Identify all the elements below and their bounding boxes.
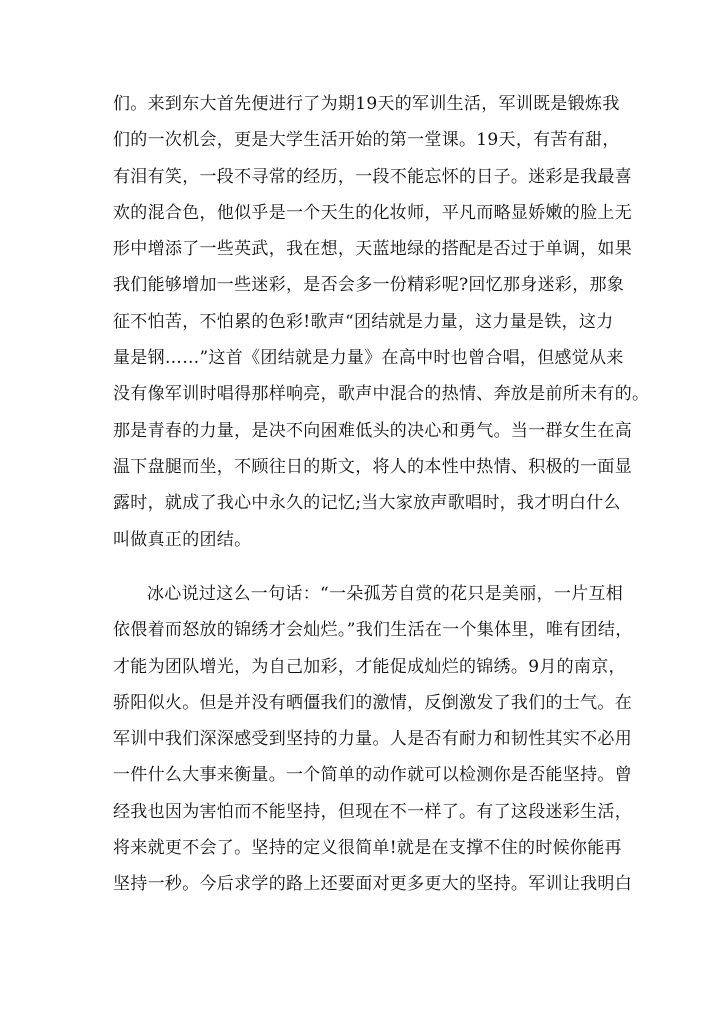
paragraph-2 — [113, 576, 633, 903]
text-line: 军训中我们深深感受到坚持的力量。人是否有耐力和韧性其实不必用 — [113, 729, 632, 750]
text-line: 我们能够增加一些迷彩，是否会多一份精彩呢?回忆那身迷彩，那象 — [113, 275, 625, 296]
text-line: 欢的混合色，他似乎是一个天生的化妆师，平凡而略显娇嫩的脸上无 — [113, 202, 632, 223]
text-line: 们的一次机会，更是大学生活开始的第一堂课。19天，有苦有甜， — [113, 130, 620, 151]
paragraph-1 — [113, 86, 650, 558]
text-line: 露时，就成了我心中永久的记忆;当大家放声歌唱时，我才明白什么 — [113, 493, 621, 514]
text-line: 依偎着而怒放的锦绣才会灿烂。”我们生活在一个集体里，唯有团结， — [113, 620, 633, 641]
text-line: 温下盘腿而坐，不顾往日的斯文，将人的本性中热情、积极的一面显 — [113, 456, 632, 477]
text-line: 才能为团队增光，为自己加彩，才能促成灿烂的锦绣。9月的南京， — [113, 656, 626, 677]
text-line: 将来就更不会了。坚持的定义很简单!就是在支撑不住的时候你能再 — [113, 838, 622, 859]
text-line: 们。来到东大首先便进行了为期19天的军训生活，军训既是锻炼我 — [113, 94, 620, 114]
text-line: 冰心说过这么一句话：“一朵孤芳自赏的花只是美丽，一片互相 — [147, 584, 624, 604]
text-line: 量是钢……”这首《团结就是力量》在高中时也曾合唱，但感觉从来 — [113, 348, 624, 369]
text-line: 那是青春的力量，是决不向困难低头的决心和勇气。当一群女生在高 — [113, 420, 632, 441]
text-line: 一件什么大事来衡量。一个简单的动作就可以检测你是否能坚持。曾 — [113, 765, 632, 786]
text-line: 形中增添了一些英武，我在想，天蓝地绿的搭配是否过于单调，如果 — [113, 239, 632, 260]
text-line: 经我也因为害怕而不能坚持，但现在不一样了。有了这段迷彩生活， — [113, 801, 632, 822]
text-line: 没有像军训时唱得那样响亮，歌声中混合的热情、奔放是前所未有的。 — [113, 384, 650, 405]
text-line: 坚持一秒。今后求学的路上还要面对更多更大的坚持。军训让我明白 — [113, 874, 632, 895]
text-line: 骄阳似火。但是并没有晒僵我们的激情，反倒激发了我们的士气。在 — [113, 692, 632, 713]
text-line: 有泪有笑，一段不寻常的经历，一段不能忘怀的日子。迷彩是我最喜 — [113, 166, 632, 187]
text-line: 征不怕苦，不怕累的色彩!歌声“团结就是力量，这力量是铁，这力 — [113, 311, 614, 332]
text-line: 叫做真正的团结。 — [113, 529, 252, 550]
